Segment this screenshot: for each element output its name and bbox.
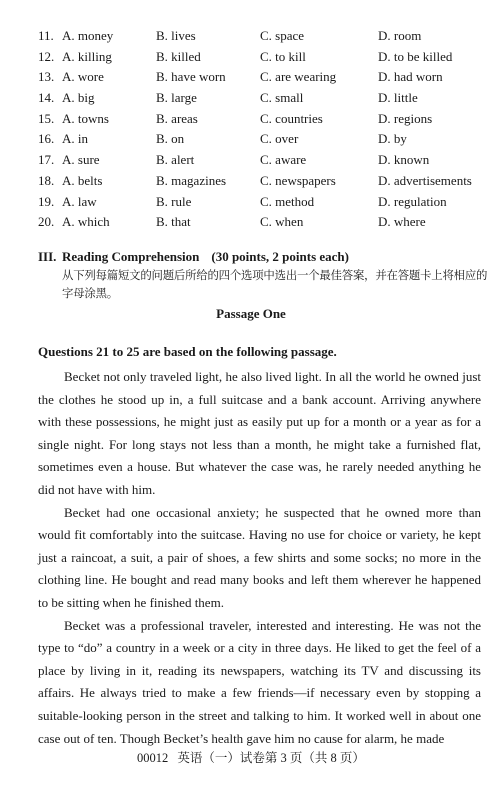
option-b: B. lives bbox=[156, 28, 196, 43]
option-b: B. rule bbox=[156, 193, 192, 209]
option-row bbox=[38, 150, 478, 171]
section-instruction: 从下列每篇短文的问题后所给的四个选项中选出一个最佳答案，并在答题卡上将相应的字母涂黑。 bbox=[62, 268, 488, 300]
section-title-line bbox=[38, 248, 488, 266]
option-c: C. to kill bbox=[260, 48, 306, 64]
option-c: C. countries bbox=[260, 110, 323, 126]
question-number: 14. bbox=[38, 90, 55, 106]
option-c: C. aware bbox=[260, 152, 307, 168]
page-footer bbox=[0, 748, 502, 766]
option-b: B. that bbox=[156, 214, 191, 230]
question-number: 15. bbox=[38, 110, 55, 126]
option-c: C. are wearing bbox=[260, 69, 337, 85]
option-c: C. over bbox=[260, 131, 299, 147]
option-a: A. law bbox=[62, 193, 97, 209]
option-a: A. money bbox=[62, 28, 114, 43]
answer-options-table bbox=[38, 26, 478, 233]
option-a: A. killing bbox=[62, 48, 112, 64]
option-b: B. have worn bbox=[156, 69, 226, 85]
exam-code: 00012 bbox=[137, 751, 169, 765]
passage-title: Passage One bbox=[216, 306, 286, 321]
option-b: B. on bbox=[156, 131, 185, 147]
option-d: D. by bbox=[378, 131, 407, 147]
section-points: (30 points, 2 points each) bbox=[211, 249, 349, 264]
option-a: A. big bbox=[62, 90, 95, 106]
option-b: B. alert bbox=[156, 152, 195, 168]
option-c: C. space bbox=[260, 28, 305, 43]
question-number: 17. bbox=[38, 152, 55, 168]
page-info: 英语（一）试卷第 3 页（共 8 页） bbox=[177, 751, 365, 765]
option-d: D. regions bbox=[378, 110, 433, 126]
question-number: 18. bbox=[38, 172, 55, 188]
option-d: D. where bbox=[378, 214, 426, 230]
option-d: D. to be killed bbox=[378, 48, 453, 64]
option-row bbox=[38, 212, 478, 233]
option-d: D. had worn bbox=[378, 69, 443, 85]
option-d: D. known bbox=[378, 152, 430, 168]
passage-paragraph: Becket had one occasional anxiety; he suspected that he owned more than would fit comfortably into the suitcase. Having no use for choice or variety, he kept just a raincoat, a suit, a pair of shoes, a few shirts and some socks; no more in the clothing line. He bought and read many books and left them wherever he happened to be sitting when he finished them. bbox=[38, 504, 481, 610]
passage-body bbox=[38, 366, 481, 750]
question-number: 19. bbox=[38, 193, 55, 209]
option-c: C. method bbox=[260, 193, 315, 209]
option-d: D. advertisements bbox=[378, 172, 472, 188]
option-row bbox=[38, 26, 478, 47]
option-row bbox=[38, 47, 478, 68]
option-b: B. magazines bbox=[156, 172, 227, 188]
option-b: B. areas bbox=[156, 110, 198, 126]
option-row bbox=[38, 88, 478, 109]
option-c: C. newspapers bbox=[260, 172, 336, 188]
question-number: 13. bbox=[38, 69, 55, 85]
option-b: B. large bbox=[156, 90, 197, 106]
question-number: 16. bbox=[38, 131, 55, 147]
option-row bbox=[38, 192, 478, 213]
question-number: 20. bbox=[38, 214, 55, 230]
option-c: C. small bbox=[260, 90, 304, 106]
option-d: D. little bbox=[378, 90, 418, 106]
passage-paragraph: Becket not only traveled light, he also lived light. In all the world he owned just the clothes he stood up in, a full suitcase and a bank account. Arriving anywhere with these possessions, he might just as easily put up for a month or a year as for a single night. For long stays not less than a month, he might take a furnished flat, sometimes even a house. But whatever the case was, he rarely needed anything he did not have with him. bbox=[38, 369, 481, 497]
option-row bbox=[38, 67, 478, 88]
option-a: A. belts bbox=[62, 172, 103, 188]
option-a: A. which bbox=[62, 214, 110, 230]
question-number: 11. bbox=[38, 28, 54, 43]
option-row bbox=[38, 109, 478, 130]
question-number: 12. bbox=[38, 48, 55, 64]
option-row bbox=[38, 129, 478, 150]
option-row bbox=[38, 171, 478, 192]
section-title: Reading Comprehension bbox=[62, 249, 200, 264]
section-number: III. bbox=[38, 249, 57, 264]
questions-note: Questions 21 to 25 are based on the following passage. bbox=[38, 344, 337, 359]
option-d: D. room bbox=[378, 28, 422, 43]
option-a: A. wore bbox=[62, 69, 104, 85]
option-c: C. when bbox=[260, 214, 304, 230]
option-b: B. killed bbox=[156, 48, 201, 64]
passage-paragraph: Becket was a professional traveler, interested and interesting. He was not the type to “do” a country in a week or a city in three days. He liked to get the feel of a place by living in it, reading its newspapers, watching its TV and discussing its affairs. He always tried to make a few friends—if necessary even by stopping a suitable-looking person in the street and talking to him. It worked well in about one case out of ten. Though Becket’s health gave him no cause for alarm, he made bbox=[38, 617, 481, 746]
option-a: A. sure bbox=[62, 152, 100, 168]
option-a: A. in bbox=[62, 131, 88, 147]
option-a: A. towns bbox=[62, 110, 109, 126]
section-header bbox=[38, 248, 488, 302]
option-d: D. regulation bbox=[378, 193, 447, 209]
